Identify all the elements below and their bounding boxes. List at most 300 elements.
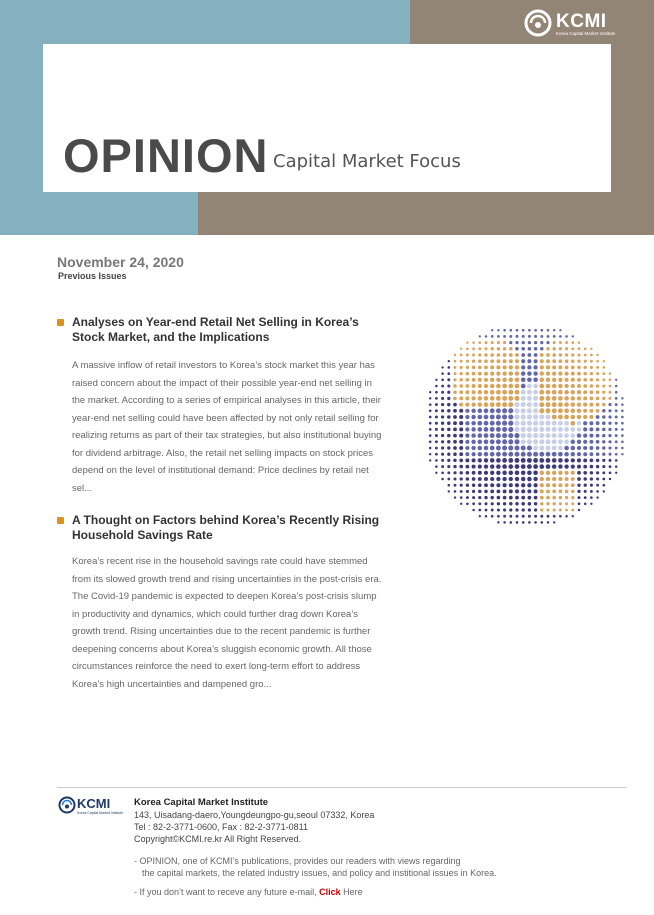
globe-dot — [602, 453, 605, 456]
globe-dot — [447, 409, 451, 413]
globe-dot — [466, 477, 469, 480]
globe-dot — [478, 366, 482, 370]
globe-dot — [583, 396, 587, 400]
globe-dot — [533, 408, 538, 413]
kcmi-footer-logo-icon — [58, 796, 76, 814]
globe-dot — [472, 458, 476, 462]
globe-dot — [478, 509, 481, 512]
globe-dot — [608, 422, 611, 425]
globe-dot — [584, 496, 587, 499]
globe-dot — [584, 490, 587, 493]
globe-dot — [577, 427, 581, 431]
globe-dot — [447, 471, 450, 474]
globe-dot — [528, 347, 532, 351]
globe-dot — [484, 477, 488, 481]
globe-dot — [596, 366, 599, 369]
globe-dot — [441, 391, 444, 394]
globe-dot — [459, 384, 463, 388]
globe-dot — [533, 477, 537, 481]
globe-dot — [459, 440, 463, 444]
globe-dot — [459, 415, 463, 419]
globe-dot — [503, 496, 507, 500]
globe-dot — [602, 403, 605, 406]
globe-dot — [577, 433, 581, 437]
globe-dot — [441, 385, 444, 388]
globe-dot — [490, 490, 494, 494]
globe-dot — [533, 458, 538, 463]
globe-dot — [533, 365, 537, 369]
previous-issues-link[interactable]: Previous Issues — [58, 271, 127, 281]
globe-dot — [564, 421, 569, 426]
globe-dot — [546, 496, 550, 500]
globe-dot — [502, 408, 507, 413]
globe-dot — [503, 329, 506, 332]
globe-dot — [522, 335, 525, 338]
globe-dot — [453, 440, 457, 444]
globe-dot — [441, 378, 444, 381]
globe-dot — [552, 452, 557, 457]
globe-dot — [533, 414, 538, 419]
footer-copyright: Copyright©KCMI.re.kr All Right Reserved. — [134, 834, 302, 844]
globe-dot — [553, 502, 556, 505]
globe-dot — [540, 341, 543, 344]
globe-dot — [490, 464, 494, 468]
globe-dot — [615, 416, 618, 419]
globe-dot — [448, 490, 450, 492]
globe-dot — [565, 359, 569, 363]
globe-dot — [528, 335, 531, 338]
globe-dot — [435, 403, 438, 406]
globe-dot — [447, 465, 450, 468]
globe-dot — [552, 421, 557, 426]
globe-dot — [447, 391, 450, 394]
globe-dot — [441, 403, 444, 406]
globe-dot — [453, 390, 457, 394]
globe-dot — [503, 489, 507, 493]
globe-dot — [571, 471, 575, 475]
globe-dot — [584, 503, 587, 506]
globe-dot — [447, 459, 450, 462]
globe-dot — [435, 416, 438, 419]
globe-dot — [435, 397, 438, 400]
globe-dot — [558, 439, 563, 444]
globe-dot — [435, 385, 438, 388]
globe-dot — [441, 372, 444, 375]
globe-dot — [552, 402, 557, 407]
globe-dot — [521, 489, 525, 493]
globe-dot — [559, 509, 562, 512]
globe-dot — [546, 353, 550, 357]
globe-dot — [552, 365, 556, 369]
globe-dot — [564, 464, 568, 468]
globe-dot — [590, 354, 593, 357]
globe-dot — [484, 347, 487, 350]
globe-dot — [552, 464, 557, 469]
globe-dot — [541, 329, 544, 332]
globe-dot — [465, 446, 469, 450]
globe-dot — [478, 390, 482, 394]
globe-dot — [558, 408, 563, 413]
globe-dot — [515, 365, 519, 369]
globe-dot — [602, 478, 605, 481]
globe-dot — [441, 465, 444, 468]
globe-dot — [615, 428, 618, 431]
footer-logo-subtext: Korea Capital Market Institute — [77, 811, 124, 815]
globe-dot — [490, 427, 495, 432]
globe-dot — [509, 489, 513, 493]
globe-dot — [508, 464, 513, 469]
globe-dot — [478, 409, 483, 414]
globe-dot — [502, 427, 507, 432]
bullet-icon — [57, 517, 64, 524]
globe-dot — [521, 421, 526, 426]
globe-dot — [571, 502, 574, 505]
globe-dot — [441, 459, 444, 462]
globe-dot — [577, 496, 580, 499]
globe-dot — [534, 335, 537, 338]
kcmi-logo[interactable] — [524, 9, 644, 39]
globe-dot — [509, 359, 513, 363]
globe-dot — [485, 515, 488, 518]
footer-kcmi-logo — [58, 796, 122, 818]
globe-dot — [521, 371, 525, 375]
globe-dot — [589, 446, 593, 450]
globe-dot — [502, 471, 506, 475]
globe-dot — [509, 496, 513, 500]
globe-dot — [447, 372, 450, 375]
globe-dot — [571, 378, 575, 382]
globe-dot — [472, 384, 476, 388]
globe-dot — [496, 489, 500, 493]
globe-dot — [515, 359, 519, 363]
globe-dot — [558, 415, 563, 420]
globe-dot — [608, 453, 611, 456]
globe-dot — [503, 365, 507, 369]
globe-dot — [509, 329, 512, 332]
globe-dot — [491, 335, 494, 338]
globe-dot — [621, 416, 624, 419]
globe-dot — [429, 441, 432, 444]
globe-dot — [484, 378, 488, 382]
globe-dot — [515, 496, 519, 500]
globe-dot — [503, 353, 507, 357]
globe-dot — [453, 427, 457, 431]
globe-dot — [460, 354, 463, 357]
globe-dot — [565, 477, 569, 481]
globe-dot — [465, 452, 469, 456]
globe-dot — [497, 347, 500, 350]
globe-dot — [514, 433, 519, 438]
globe-dot — [552, 458, 557, 463]
globe-dot — [546, 502, 549, 505]
globe-dot — [490, 458, 495, 463]
globe-dot — [466, 465, 470, 469]
globe-dot — [558, 372, 562, 376]
globe-dot — [547, 515, 550, 518]
globe-dot — [539, 421, 544, 426]
globe-dot — [559, 329, 561, 331]
globe-dot — [552, 353, 556, 357]
globe-dot — [546, 464, 551, 469]
globe-dot — [603, 360, 605, 362]
globe-dot — [596, 459, 599, 462]
globe-dot — [534, 508, 537, 511]
globe-dot — [564, 439, 569, 444]
globe-dot — [484, 421, 489, 426]
globe-dot — [521, 477, 525, 481]
globe-dot — [540, 378, 545, 383]
globe-dot — [577, 415, 581, 419]
globe-dot — [590, 384, 594, 388]
globe-dot — [602, 397, 605, 400]
globe-dot — [521, 402, 526, 407]
globe-dot — [602, 415, 606, 419]
globe-dot — [521, 427, 526, 432]
globe-dot — [609, 391, 612, 394]
globe-dot — [478, 384, 482, 388]
globe-dot — [596, 496, 598, 498]
globe-dot — [527, 483, 531, 487]
globe-dot — [615, 391, 618, 394]
globe-dot — [472, 471, 476, 475]
globe-dot — [479, 335, 481, 337]
globe-dot — [490, 496, 493, 499]
globe-dot — [571, 490, 574, 493]
globe-dot — [552, 378, 556, 382]
globe-dot — [621, 397, 623, 399]
globe-dot — [552, 483, 556, 487]
globe-dot — [596, 421, 600, 425]
globe-dot — [577, 409, 581, 413]
article-title-link[interactable]: A Thought on Factors behind Korea’s Recently Rising Household Savings Rate — [72, 513, 380, 542]
globe-dot — [441, 366, 443, 368]
globe-dot — [533, 464, 538, 469]
globe-dot — [496, 439, 501, 444]
globe-dot — [571, 415, 576, 420]
globe-dot — [552, 477, 556, 481]
globe-dot — [429, 422, 432, 425]
globe-dot — [496, 365, 500, 369]
globe-dot — [453, 477, 456, 480]
globe-dot — [571, 347, 574, 350]
globe-dot — [479, 515, 481, 517]
globe-dot — [539, 458, 544, 463]
globe-dot — [521, 471, 526, 476]
globe-dot — [453, 459, 456, 462]
globe-dot — [583, 384, 587, 388]
globe-dot — [558, 446, 563, 451]
globe-dot — [527, 384, 532, 389]
globe-dot — [447, 384, 450, 387]
globe-dot — [429, 403, 432, 406]
globe-dot — [447, 421, 451, 425]
globe-dot — [552, 496, 556, 500]
globe-dot — [484, 446, 489, 451]
globe-dot — [615, 465, 618, 468]
article-summary: Korea’s recent rise in the household savings rate could have stemmed from its slowed growth trend and rising uncertainties in the post-crisis era. The Covid-19 pandemic is expected to deepen Korea’s post-crisis slump in productivity and dynamics, which could further drag down Korea’s growth trend. Rising uncertainties due to the recent pandemic is further deepening concerns about Korea’s sluggish economic growth. All those circumstances reinforce the need to exert long-term effort to address Korea’s high uncertainties and dampened gro... — [72, 556, 382, 690]
page-title: OPINION — [63, 129, 269, 182]
globe-dot — [459, 446, 463, 450]
globe-dot — [540, 335, 543, 338]
globe-dot — [558, 402, 563, 407]
globe-dot — [509, 477, 513, 481]
globe-dot — [552, 384, 557, 389]
globe-dot — [590, 484, 593, 487]
globe-dot — [466, 496, 469, 499]
globe-dot — [496, 471, 500, 475]
globe-dot — [509, 353, 513, 357]
globe-dot — [435, 465, 438, 468]
globe-dot — [589, 427, 593, 431]
globe-dot — [460, 366, 463, 369]
globe-dot — [490, 471, 494, 475]
globe-dot — [502, 396, 507, 401]
footer-org-name: Korea Capital Market Institute — [134, 797, 269, 808]
globe-dot — [547, 335, 550, 338]
globe-dot — [509, 483, 513, 487]
globe-dot — [508, 408, 513, 413]
globe-dot — [521, 353, 525, 357]
article-title-link[interactable]: Analyses on Year-end Retail Net Selling in Korea’s Stock Market, and the Implications — [72, 315, 359, 344]
globe-dot — [484, 433, 489, 438]
globe-dot — [571, 341, 574, 344]
globe-dot — [608, 397, 611, 400]
globe-dot — [558, 427, 563, 432]
globe-dot — [447, 397, 450, 400]
globe-dot — [509, 508, 512, 511]
globe-dot — [539, 452, 544, 457]
unsubscribe-click-link[interactable]: Click — [319, 887, 341, 897]
globe-dot — [496, 452, 501, 457]
globe-dot — [546, 508, 549, 511]
globe-dot — [602, 471, 605, 474]
globe-dot — [596, 372, 599, 375]
globe-dot — [565, 335, 568, 338]
globe-dot — [509, 502, 512, 505]
globe-dot — [546, 471, 550, 475]
globe-dot — [571, 396, 575, 400]
globe-dot — [571, 427, 576, 432]
globe-dot — [558, 421, 563, 426]
globe-dot — [453, 446, 457, 450]
footer-note-publication — [134, 855, 497, 879]
globe-dot — [527, 402, 532, 407]
globe-dot — [496, 433, 501, 438]
globe-dot — [460, 360, 463, 363]
globe-dot — [577, 402, 581, 406]
globe-dot — [502, 384, 507, 389]
globe-dot — [539, 396, 544, 401]
globe-dot — [484, 402, 489, 407]
globe-dot — [459, 390, 463, 394]
globe-dot — [565, 347, 568, 350]
globe-dot — [453, 415, 457, 419]
globe-dot — [553, 508, 556, 511]
globe-dot — [609, 372, 612, 375]
globe-dot — [565, 378, 569, 382]
globe-dot — [571, 384, 575, 388]
globe-dot — [583, 403, 587, 407]
globe-dot — [478, 490, 481, 493]
globe-dot — [485, 509, 488, 512]
globe-dot — [540, 347, 544, 351]
globe-dot — [583, 477, 586, 480]
globe-dot — [540, 365, 544, 369]
globe-dot — [502, 464, 507, 469]
globe-dot — [602, 384, 605, 387]
globe-dot — [497, 521, 499, 523]
globe-dot — [465, 458, 469, 462]
globe-dot — [496, 446, 501, 451]
globe-dot — [466, 378, 470, 382]
globe-dot — [608, 446, 611, 449]
globe-dot — [527, 365, 531, 369]
globe-dot — [471, 440, 475, 444]
globe-dot — [466, 354, 469, 357]
globe-dot — [564, 408, 569, 413]
globe-dot — [435, 440, 438, 443]
globe-dot — [429, 391, 431, 393]
globe-dot — [571, 433, 576, 438]
globe-dot — [577, 446, 581, 450]
globe-dot — [465, 390, 469, 394]
globe-dot — [608, 403, 611, 406]
globe-dot — [590, 465, 594, 469]
globe-dot — [621, 403, 624, 406]
globe-dot — [552, 408, 557, 413]
globe-dot — [584, 360, 587, 363]
globe-dot — [558, 477, 562, 481]
globe-dot — [515, 502, 519, 506]
globe-dot — [583, 409, 587, 413]
globe-dot — [484, 353, 487, 356]
globe-dot — [615, 422, 618, 425]
globe-dot — [571, 366, 575, 370]
kcmi-logo-text: KCMI — [556, 11, 607, 32]
globe-dot — [515, 390, 520, 395]
globe-dot — [596, 440, 600, 444]
globe-dot — [571, 421, 576, 426]
globe-dot — [583, 452, 587, 456]
globe-dot — [596, 397, 600, 401]
globe-dot — [546, 477, 550, 481]
globe-dot — [609, 385, 612, 388]
globe-dot — [596, 465, 599, 468]
globe-dot — [527, 489, 531, 493]
globe-dot — [590, 366, 593, 369]
globe-dot — [490, 396, 495, 401]
globe-dot — [491, 509, 494, 512]
globe-dot — [571, 440, 576, 445]
globe-dot — [541, 521, 544, 524]
globe-dot — [564, 396, 569, 401]
globe-dot — [553, 515, 556, 518]
globe-dot — [508, 446, 513, 451]
globe-dot — [521, 483, 525, 487]
globe-dot — [528, 508, 531, 511]
globe-dot — [540, 515, 543, 518]
globe-dot — [578, 347, 581, 350]
globe-dot — [503, 515, 506, 518]
globe-dot — [471, 452, 475, 456]
globe-dot — [465, 384, 469, 388]
globe-dot — [583, 458, 587, 462]
globe-dot — [590, 477, 593, 480]
globe-dot — [552, 446, 557, 451]
globe-dot — [466, 490, 469, 493]
globe-dot — [609, 465, 612, 468]
globe-dot — [521, 408, 526, 413]
